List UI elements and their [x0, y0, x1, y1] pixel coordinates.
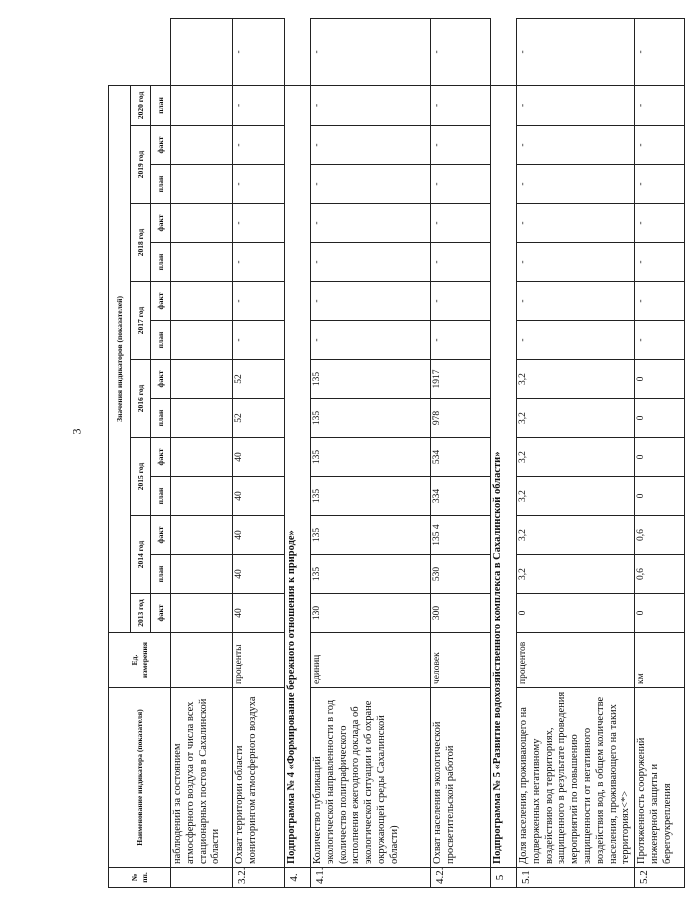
value-cell: 0,6	[635, 555, 685, 594]
indicators-table	[108, 18, 685, 888]
header-fact: факт	[151, 360, 171, 399]
value-cell: -	[431, 85, 491, 125]
value-cell	[171, 321, 233, 360]
section-row	[285, 19, 311, 888]
value-cell: 300	[431, 594, 491, 633]
value-cell: -	[635, 321, 685, 360]
value-cell: -	[431, 282, 491, 321]
header-year: 2018 год	[131, 204, 151, 282]
row-number: 5.1	[517, 868, 635, 888]
header-fact: факт	[151, 516, 171, 555]
indicator-unit: проценты	[233, 633, 285, 688]
value-cell: 40	[233, 516, 285, 555]
header-fact: факт	[151, 438, 171, 477]
value-cell: 0	[635, 360, 685, 399]
value-cell	[171, 438, 233, 477]
table-row	[517, 19, 635, 888]
header-plan: план	[151, 555, 171, 594]
indicator-name: Количество публикаций экологической направленности в год (количество полиграфического исполнения ежегодного доклада об экологической ситуации и об охране окружающей среды Сахалинской области)	[311, 688, 431, 868]
page-number: 3	[69, 428, 84, 435]
indicator-unit: процентов	[517, 633, 635, 688]
value-cell: -	[517, 85, 635, 125]
value-cell: -	[431, 19, 491, 86]
value-cell: 0	[635, 594, 685, 633]
header-year: 2015 год	[131, 438, 151, 516]
value-cell: -	[431, 321, 491, 360]
indicator-name: Охват населения экологической просветительской работой	[431, 688, 491, 868]
value-cell: -	[311, 321, 431, 360]
value-cell: -	[431, 243, 491, 282]
value-cell: -	[233, 243, 285, 282]
value-cell: 135	[311, 555, 431, 594]
value-cell: -	[635, 126, 685, 165]
value-cell: -	[311, 243, 431, 282]
value-cell: 3,2	[517, 438, 635, 477]
value-cell	[171, 19, 233, 86]
header-year: 2016 год	[131, 360, 151, 438]
value-cell: -	[233, 19, 285, 86]
indicator-unit: единиц	[311, 633, 431, 688]
row-number	[171, 868, 233, 888]
header-plan: план	[151, 477, 171, 516]
header-year: 2017 год	[131, 282, 151, 360]
value-cell: -	[517, 282, 635, 321]
value-cell	[171, 555, 233, 594]
indicator-unit	[171, 633, 233, 688]
value-cell: -	[635, 85, 685, 125]
value-cell: -	[311, 19, 431, 86]
value-cell: -	[517, 126, 635, 165]
value-cell	[171, 165, 233, 204]
value-cell: -	[233, 321, 285, 360]
header-year: 2020 год	[131, 85, 151, 125]
value-cell: 534	[431, 438, 491, 477]
value-cell	[171, 85, 233, 125]
value-cell: -	[431, 126, 491, 165]
value-cell: -	[517, 321, 635, 360]
table-row	[635, 19, 685, 888]
value-cell	[171, 516, 233, 555]
value-cell	[171, 243, 233, 282]
indicator-name: Доля населения, проживающего на подверженных негативному воздействию вод территориях, защищенного в результате проведения мероприятий по повышению защищенности от негативного воздействия вод, в общем количестве населения, проживающего на таких территориях<*>	[517, 688, 635, 868]
value-cell: -	[635, 19, 685, 86]
value-cell: -	[233, 165, 285, 204]
value-cell: -	[233, 282, 285, 321]
header-no: № пп.	[109, 868, 171, 888]
row-number: 4.	[285, 868, 311, 888]
value-cell: 1917	[431, 360, 491, 399]
row-number: 4.2.	[431, 868, 491, 888]
value-cell: 52	[233, 360, 285, 399]
value-cell: 135	[311, 360, 431, 399]
value-cell: 530	[431, 555, 491, 594]
value-cell: 135	[311, 516, 431, 555]
table-body	[171, 19, 685, 888]
rotated-table-container	[108, 18, 673, 888]
header-unit: Ед. измерения	[109, 633, 171, 688]
value-cell: 0	[635, 438, 685, 477]
row-number: 5.2	[635, 868, 685, 888]
value-cell: 0	[635, 477, 685, 516]
header-year: 2014 год	[131, 516, 151, 594]
value-cell: 3,2	[517, 516, 635, 555]
header-fact: факт	[151, 126, 171, 165]
value-cell: 135	[311, 438, 431, 477]
header-plan: план	[151, 399, 171, 438]
value-cell: -	[517, 204, 635, 243]
value-cell	[171, 204, 233, 243]
indicator-unit: человек	[431, 633, 491, 688]
value-cell: -	[517, 165, 635, 204]
value-cell: -	[431, 204, 491, 243]
indicator-unit: км	[635, 633, 685, 688]
value-cell	[171, 594, 233, 633]
value-cell	[171, 477, 233, 516]
value-cell: 3,2	[517, 360, 635, 399]
value-cell: -	[311, 165, 431, 204]
value-cell: 130	[311, 594, 431, 633]
header-year: 2013 год	[131, 594, 151, 633]
value-cell: -	[233, 85, 285, 125]
value-cell: 40	[233, 477, 285, 516]
value-cell	[171, 282, 233, 321]
value-cell: 334	[431, 477, 491, 516]
value-cell: -	[635, 165, 685, 204]
value-cell	[171, 126, 233, 165]
value-cell: 3,2	[517, 555, 635, 594]
value-cell: -	[311, 282, 431, 321]
table-row	[431, 19, 491, 888]
header-fact: факт	[151, 204, 171, 243]
value-cell: 135 4	[431, 516, 491, 555]
value-cell: -	[517, 243, 635, 282]
indicator-name: наблюдений за состоянием атмосферного воздуха от числа всех стационарных постов в Сахалинской области	[171, 688, 233, 868]
value-cell: -	[311, 126, 431, 165]
indicator-name: Протяженность сооружений инженерной защиты и берегоукрепления	[635, 688, 685, 868]
value-cell: 52	[233, 399, 285, 438]
indicator-name: Охват территории области мониторингом атмосферного воздуха	[233, 688, 285, 868]
value-cell: 0	[635, 399, 685, 438]
section-title: Подпрограмма № 5 «Развитие водохозяйственного комплекса в Сахалинской области»	[491, 85, 517, 867]
value-cell: -	[311, 85, 431, 125]
header-plan: план	[151, 321, 171, 360]
value-cell: 3,2	[517, 399, 635, 438]
value-cell: -	[635, 204, 685, 243]
value-cell: 135	[311, 399, 431, 438]
value-cell: 40	[233, 555, 285, 594]
header-plan: план	[151, 165, 171, 204]
value-cell: -	[233, 204, 285, 243]
header-fact: факт	[151, 282, 171, 321]
value-cell: 0	[517, 594, 635, 633]
value-cell: -	[635, 282, 685, 321]
value-cell: -	[311, 204, 431, 243]
value-cell	[171, 360, 233, 399]
table-row	[233, 19, 285, 888]
table-row	[311, 19, 431, 888]
value-cell: 0,6	[635, 516, 685, 555]
value-cell: 40	[233, 438, 285, 477]
header-plan: план	[151, 243, 171, 282]
value-cell: -	[233, 126, 285, 165]
value-cell: 3,2	[517, 477, 635, 516]
section-title: Подпрограмма № 4 «Формирование бережного отношения к природе»	[285, 85, 311, 867]
header-plan: план	[151, 85, 171, 125]
value-cell: -	[431, 165, 491, 204]
row-number: 3.2.	[233, 868, 285, 888]
header-name: Наименование индикатора (показателя)	[109, 688, 171, 868]
row-number: 4.1.	[311, 868, 431, 888]
header-fact: факт	[151, 594, 171, 633]
header-values: Значения индикаторов (показателей)	[109, 85, 131, 632]
header-year: 2019 год	[131, 126, 151, 204]
value-cell: 978	[431, 399, 491, 438]
value-cell: 135	[311, 477, 431, 516]
value-cell: 40	[233, 594, 285, 633]
value-cell	[171, 399, 233, 438]
row-number: 5	[491, 868, 517, 888]
value-cell: -	[517, 19, 635, 86]
section-row	[491, 19, 517, 888]
table-row	[171, 19, 233, 888]
value-cell: -	[635, 243, 685, 282]
